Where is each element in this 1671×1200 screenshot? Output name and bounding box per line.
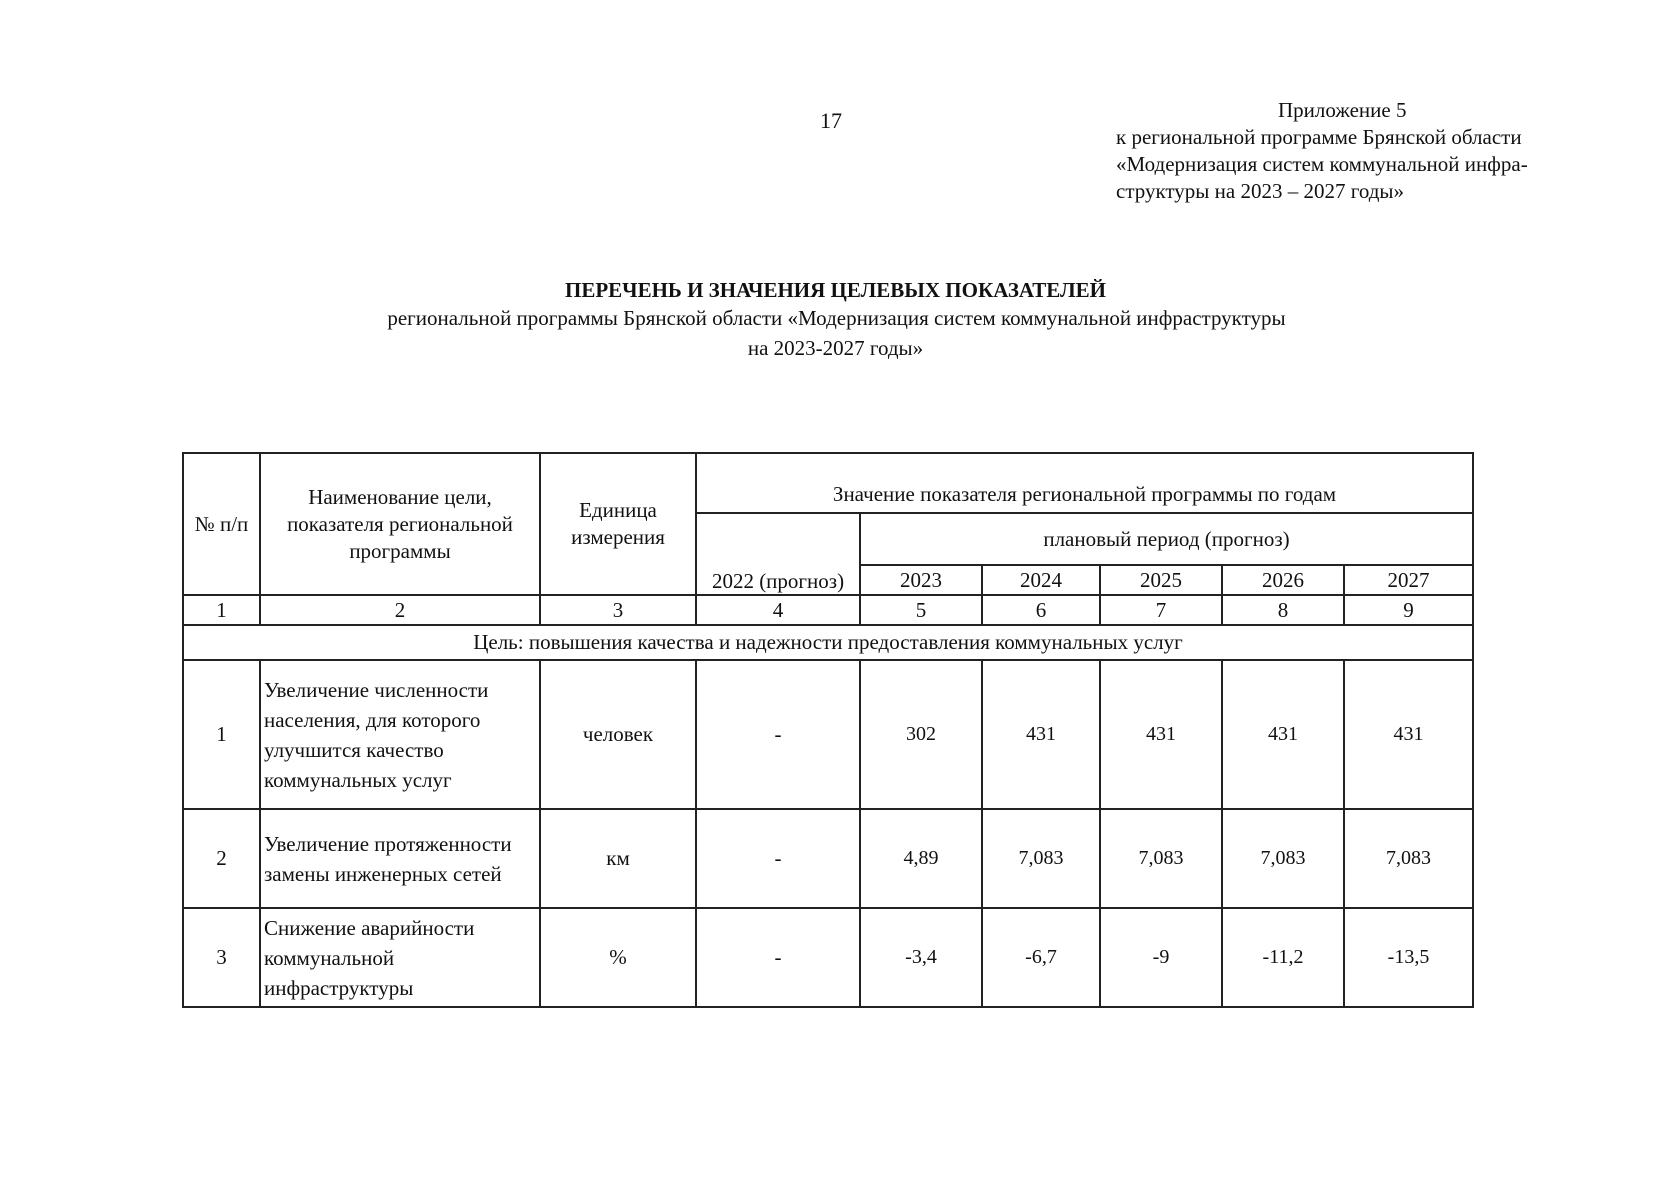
annex-line: структуры на 2023 – 2027 годы» <box>1116 179 1405 203</box>
header-base-year: 2022 (прогноз) <box>696 513 860 595</box>
indicator-unit: км <box>540 809 696 908</box>
indicator-value: 431 <box>982 660 1100 809</box>
indicator-value: 7,083 <box>1222 809 1344 908</box>
page-number: 17 <box>820 108 842 133</box>
indicator-value: -9 <box>1100 908 1222 1007</box>
column-number: 5 <box>860 595 982 625</box>
header-year: 2023 <box>860 565 982 595</box>
indicator-value: -13,5 <box>1344 908 1473 1007</box>
column-number: 2 <box>260 595 540 625</box>
indicator-base: - <box>696 908 860 1007</box>
annex-line: Приложение 5 <box>1278 98 1407 122</box>
indicator-value: 7,083 <box>982 809 1100 908</box>
header-year: 2025 <box>1100 565 1222 595</box>
annex-line: к региональной программе Брянской области <box>1116 125 1522 149</box>
header-year: 2024 <box>982 565 1100 595</box>
annex-line: «Модернизация систем коммунальной инфра- <box>1116 152 1528 176</box>
header-year: 2026 <box>1222 565 1344 595</box>
indicator-value: 431 <box>1344 660 1473 809</box>
title-subtitle: на 2023-2027 годы» <box>747 336 924 360</box>
header-year: 2027 <box>1344 565 1473 595</box>
row-number: 3 <box>183 908 260 1007</box>
indicator-value: 431 <box>1100 660 1222 809</box>
indicators-table <box>182 452 1474 1008</box>
indicator-value: 431 <box>1222 660 1344 809</box>
indicator-value: 4,89 <box>860 809 982 908</box>
goal-row: Цель: повышения качества и надежности предоставления коммунальных услуг <box>183 625 1473 660</box>
indicator-value: -6,7 <box>982 908 1100 1007</box>
column-number: 4 <box>696 595 860 625</box>
indicator-value: 7,083 <box>1100 809 1222 908</box>
indicator-value: -3,4 <box>860 908 982 1007</box>
column-number: 8 <box>1222 595 1344 625</box>
row-number: 2 <box>183 809 260 908</box>
header-name: Наименование цели, показателя региональной программы <box>260 453 540 595</box>
title-subtitle: региональной программы Брянской области «Модернизация систем коммунальной инфраструктуры <box>387 306 1286 330</box>
indicator-value: -11,2 <box>1222 908 1344 1007</box>
column-number: 1 <box>183 595 260 625</box>
header-planned-period: плановый период (прогноз) <box>860 513 1473 565</box>
table-row <box>183 809 1473 908</box>
indicator-name: Снижение аварийности коммунальной инфраструктуры <box>260 908 540 1007</box>
table-row <box>183 908 1473 1007</box>
indicator-value: 7,083 <box>1344 809 1473 908</box>
row-number: 1 <box>183 660 260 809</box>
indicator-value: 302 <box>860 660 982 809</box>
title-heading: ПЕРЕЧЕНЬ И ЗНАЧЕНИЯ ЦЕЛЕВЫХ ПОКАЗАТЕЛЕЙ <box>565 278 1106 302</box>
document-title <box>0 278 1671 363</box>
header-number: № п/п <box>183 453 260 595</box>
header-unit: Единица измерения <box>540 453 696 595</box>
indicator-name: Увеличение протяженности замены инженерных сетей <box>260 809 540 908</box>
column-number: 7 <box>1100 595 1222 625</box>
indicator-base: - <box>696 809 860 908</box>
table-row <box>183 660 1473 809</box>
column-number: 9 <box>1344 595 1473 625</box>
indicator-name: Увеличение численности населения, для которого улучшится качество коммунальных услуг <box>260 660 540 809</box>
indicator-base: - <box>696 660 860 809</box>
column-number: 3 <box>540 595 696 625</box>
column-number: 6 <box>982 595 1100 625</box>
indicator-unit: % <box>540 908 696 1007</box>
annex-header <box>1116 97 1528 205</box>
indicator-unit: человек <box>540 660 696 809</box>
header-values-group: Значение показателя региональной программы по годам <box>696 453 1473 513</box>
